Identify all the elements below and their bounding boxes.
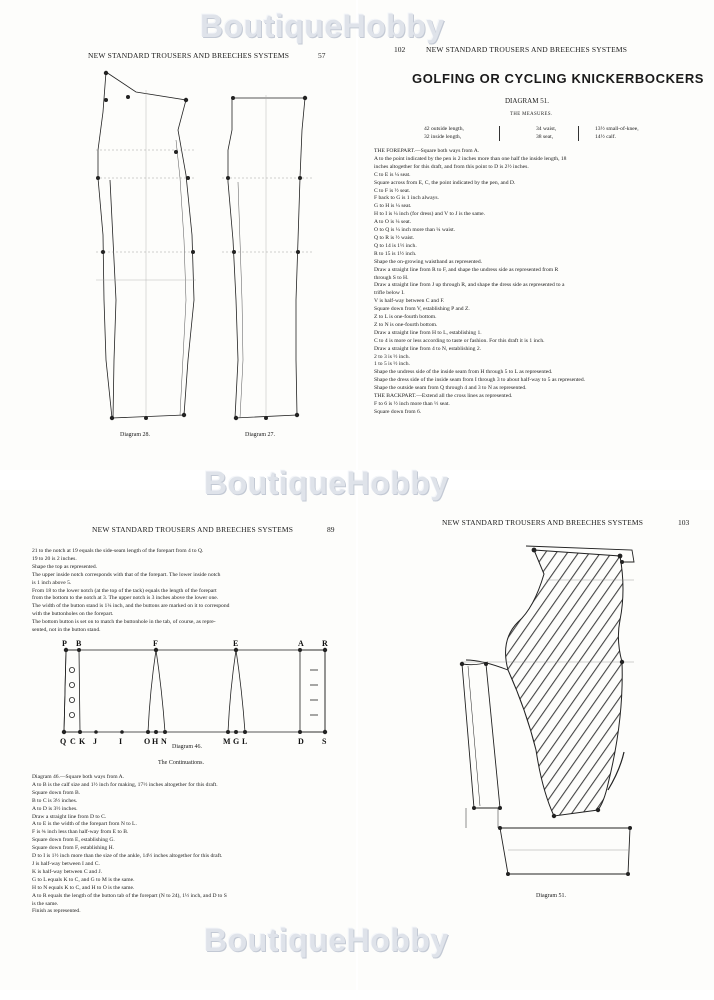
text-line: Diagram 46.—Square both ways from A. xyxy=(32,774,125,780)
measure-divider xyxy=(499,126,500,141)
diagram-27-outline xyxy=(228,98,305,418)
text-line: Square down from B. xyxy=(32,789,81,796)
text-line: The width of the button stand is 1¼ inch, and the buttons are marked on it to correspond xyxy=(32,603,230,610)
text-line: Z to L is one-fourth bottom. xyxy=(374,314,437,321)
text-line: C to F is ½ seat. xyxy=(374,187,411,194)
page-102 xyxy=(358,0,714,470)
text-line: Q to R is ½ waist. xyxy=(374,234,415,241)
instructions-top xyxy=(32,548,229,635)
text-line: F is ¾ inch less than half-way from E to B. xyxy=(32,829,129,836)
text-line: Square down from V, establishing P and Z. xyxy=(374,306,470,313)
text-line: 19 to 20 is 2 inches. xyxy=(32,555,77,562)
text-line: The upper inside notch corresponds with that of the forepart. The lower inside notch xyxy=(32,571,221,578)
text-line: Draw a straight line from D to C. xyxy=(32,813,107,820)
text-line: THE FOREPART.—Square both ways from A. xyxy=(374,148,480,154)
text-line: K is half-way between C and J. xyxy=(32,868,103,875)
diagram-46 xyxy=(0,640,356,750)
point-label: N xyxy=(161,737,167,746)
text-line: B to C is 3½ inches. xyxy=(32,797,78,804)
text-line: Square down from E, establishing G. xyxy=(32,837,115,844)
text-line: Draw a straight line from H to L, establishing 1. xyxy=(374,329,482,336)
measure-item: 32 inside length, xyxy=(424,134,462,140)
trousers-draft-diagrams xyxy=(0,60,356,445)
text-line: is the same. xyxy=(32,900,59,907)
measures-heading: THE MEASURES. xyxy=(510,112,553,117)
text-line: O to Q is ¼ inch more than ¼ waist. xyxy=(374,227,456,234)
text-line: Square down from 6. xyxy=(374,408,422,415)
text-line: A to the point indicated by the pen is 2 inches more than one half the inside length, 18 xyxy=(374,155,567,162)
point-label: B xyxy=(76,640,82,648)
text-line: 2 to 3 is ½ inch. xyxy=(374,353,410,360)
text-line: 21 to the notch at 19 equals the side-seam length of the forepart from 4 to Q. xyxy=(32,548,204,554)
page-number: 89 xyxy=(327,525,335,534)
text-line: with the buttonholes on the forepart. xyxy=(32,611,114,618)
text-line: From 18 to the lower notch (at the top of the tack) equals the length of the forepart xyxy=(32,587,217,594)
text-line: A to D is 3½ inches. xyxy=(32,805,78,812)
text-line: from the bottom to the notch at 3. The upper notch is 3 inches above the lower one. xyxy=(32,595,219,602)
point-label: S xyxy=(322,737,327,746)
measure-item: 38 seat, xyxy=(536,134,554,140)
diagram-27-caption: Diagram 27. xyxy=(245,432,275,438)
text-line: Shape the undress side of the inside seam from H through 5 to L as represented. xyxy=(374,369,553,376)
point-label: L xyxy=(242,737,248,746)
text-line: F to 6 is ½ inch more than ½ seat. xyxy=(374,401,450,407)
watermark: BoutiqueHobby xyxy=(200,8,445,44)
text-line: C to E is ¼ seat. xyxy=(374,171,411,178)
measure-item: 13½ small-of-knee, xyxy=(595,126,639,132)
diagram-51-draft xyxy=(358,490,714,990)
text-line: R to 15 is 1½ inch. xyxy=(374,250,417,257)
text-line: Shape the top as represented. xyxy=(32,563,98,570)
page-57 xyxy=(0,0,356,470)
backpart-shaded xyxy=(506,550,623,816)
text-line: inches altogether for this draft, and from this point to D is 2½ inches. xyxy=(374,163,529,170)
text-line: A to R equals the length of the button tab of the forepart (N to 24), 1½ inch, and D to S xyxy=(32,892,227,899)
text-line: The bottom button is set on to match the buttonhole in the tab, of course, as repre- xyxy=(32,619,216,626)
measure-item: 14½ calf. xyxy=(595,134,616,140)
watermark: BoutiqueHobby xyxy=(204,465,449,501)
text-line: THE BACKPART.—Extend all the cross lines as represented. xyxy=(374,393,513,400)
point-label: G xyxy=(233,737,240,746)
running-header: NEW STANDARD TROUSERS AND BREECHES SYSTEMS xyxy=(442,518,644,527)
text-line: Draw a straight line from J up through R, and shape the dress side as represented to a xyxy=(374,282,565,289)
text-line: H to N equals K to C, and H to O is the same. xyxy=(32,884,135,891)
text-line: Shape the on-growing waistband as represented. xyxy=(374,258,483,265)
diagram-28-caption: Diagram 28. xyxy=(120,432,150,438)
text-line: trifle below I. xyxy=(374,290,405,297)
text-line: Square across from E, C, the point indicated by the pen, and D. xyxy=(374,179,516,186)
point-label: K xyxy=(79,737,86,746)
point-label: F xyxy=(153,640,158,648)
text-line: G to H is ¼ seat. xyxy=(374,203,412,210)
measures-col-2 xyxy=(536,125,556,141)
point-label: I xyxy=(119,737,123,746)
running-header: NEW STANDARD TROUSERS AND BREECHES SYSTEMS xyxy=(426,45,628,54)
text-line: Shape the outside seam from Q through 4 and 3 to N as represented. xyxy=(374,385,527,392)
measure-item: 34 waist, xyxy=(536,126,557,132)
text-line: G to L equals K to C, and G to M is the same. xyxy=(32,876,135,883)
text-line: Z to N is one-fourth bottom. xyxy=(374,321,438,328)
text-line: C to 4 is more or less according to taste or fashion. For this draft it is 1 inch. xyxy=(374,337,545,344)
text-line: V is half-way between C and F. xyxy=(374,298,445,305)
continuations-heading: The Continuations. xyxy=(158,760,204,766)
text-line: Square down from F, establishing H. xyxy=(32,845,115,852)
point-label: R xyxy=(322,640,328,648)
text-line: Finish as represented. xyxy=(32,908,81,915)
point-label: M xyxy=(223,737,231,746)
text-line: J is half-way between I and C. xyxy=(32,860,100,867)
point-label: E xyxy=(233,640,239,648)
instructions-bottom xyxy=(32,774,227,916)
measures-col-3 xyxy=(595,125,639,141)
text-line: D to I is 1½ inch more than the size of the ankle, 14½ inches altogether for this draft. xyxy=(32,853,223,860)
page-89 xyxy=(0,490,356,990)
point-label: P xyxy=(62,640,67,648)
page-number: 57 xyxy=(318,51,326,60)
text-line: Draw a straight line from 4 to N, establishing 2. xyxy=(374,345,482,352)
text-line: sented, not in the button stand. xyxy=(32,627,101,634)
diagram-46-caption: Diagram 46. xyxy=(172,744,202,750)
text-line: Q to 14 is 1½ inch. xyxy=(374,242,417,249)
page-103 xyxy=(358,490,714,990)
text-line: Draw a straight line from R to F, and shape the undress side as represented from R xyxy=(374,266,559,273)
point-label: A xyxy=(298,640,304,648)
page-title: GOLFING OR CYCLING KNICKERBOCKERS xyxy=(412,71,705,86)
measure-divider xyxy=(578,126,579,141)
text-line: is 1 inch above 5. xyxy=(32,579,72,586)
text-line: F back to G is 1 inch always. xyxy=(374,195,439,202)
point-label: C xyxy=(70,737,76,746)
watermark: BoutiqueHobby xyxy=(204,922,449,958)
running-header: NEW STANDARD TROUSERS AND BREECHES SYSTEMS xyxy=(92,525,294,534)
measures-col-1 xyxy=(424,125,464,141)
text-line: A to E is the width of the forepart from N to L. xyxy=(32,821,137,828)
running-header: NEW STANDARD TROUSERS AND BREECHES SYSTEMS xyxy=(88,51,290,60)
text-line: A to B is the calf size and 1½ inch for making, 17½ inches altogether for this draft. xyxy=(32,781,218,788)
point-label: J xyxy=(93,737,97,746)
text-line: A to O is ¼ seat. xyxy=(374,219,412,226)
point-label: D xyxy=(298,737,304,746)
page-number: 102 xyxy=(394,45,406,54)
measure-item: 42 outside length, xyxy=(424,126,464,132)
point-label: O xyxy=(144,737,151,746)
diagram-heading: DIAGRAM 51. xyxy=(505,97,549,105)
text-line: through S to H. xyxy=(374,274,409,281)
point-label: Q xyxy=(60,737,67,746)
page-number: 103 xyxy=(678,518,690,527)
text-line: H to I is ¼ inch (for dress) and V to J is the same. xyxy=(374,211,486,218)
point-label: H xyxy=(152,737,159,746)
diagram-51-caption: Diagram 51. xyxy=(536,893,566,899)
instructions-body xyxy=(374,148,585,417)
text-line: Shape the dress side of the inside seam from I through 3 to about half-way to 5 as represented. xyxy=(374,377,586,384)
text-line: 1 to 5 is ½ inch. xyxy=(374,361,410,368)
